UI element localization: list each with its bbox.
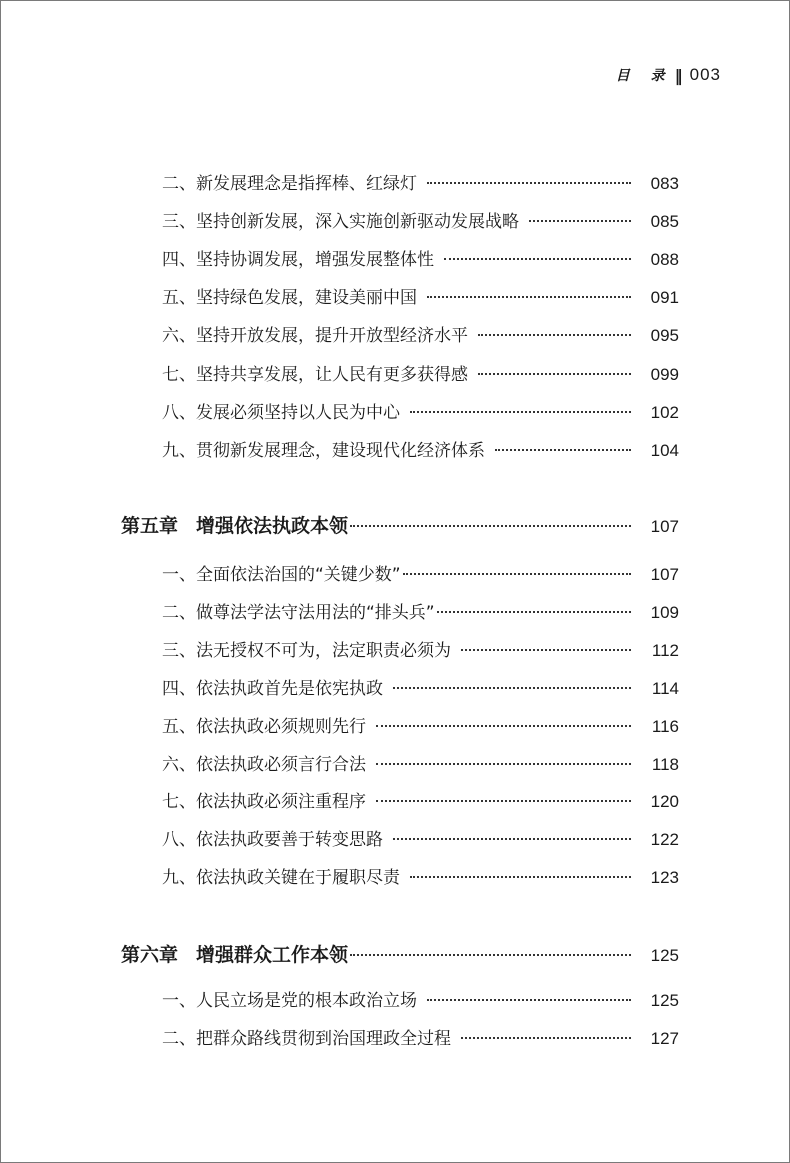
toc-entry-label: 七、坚持共享发展，让人民有更多获得感	[162, 365, 468, 385]
toc-entry[interactable]	[162, 787, 679, 815]
dot-leader	[529, 220, 631, 222]
dot-leader	[461, 649, 631, 651]
dot-leader	[427, 182, 631, 184]
toc-entry-label: 一、人民立场是党的根本政治立场	[162, 991, 417, 1011]
toc-entry-label: 三、法无授权不可为，法定职责必须为	[162, 641, 451, 661]
toc-entry[interactable]	[162, 712, 679, 740]
toc-entry-page: 107	[650, 565, 679, 584]
toc-entry-page: 116	[651, 717, 679, 736]
toc-entry-page: 125	[650, 946, 679, 965]
dot-leader	[495, 449, 631, 451]
dot-leader	[350, 525, 631, 527]
dot-leader	[376, 725, 631, 727]
toc-entry[interactable]	[162, 398, 679, 426]
dot-leader	[478, 373, 631, 375]
toc-chapter-6[interactable]	[121, 940, 679, 968]
toc-entry-label: 四、坚持协调发展，增强发展整体性	[162, 250, 434, 270]
toc-entry-page: 102	[650, 403, 679, 422]
toc-entry-page: 123	[650, 868, 679, 887]
toc-entry-label: 二、新发展理念是指挥棒、红绿灯	[162, 174, 417, 194]
toc-entry-page: 107	[650, 517, 679, 536]
header-separator: ‖	[674, 65, 684, 85]
toc-entry[interactable]	[162, 321, 679, 349]
toc-entry-page: 091	[650, 288, 679, 307]
toc-entry-label: 九、贯彻新发展理念，建设现代化经济体系	[162, 441, 485, 461]
dot-leader	[437, 611, 631, 613]
toc-entry[interactable]	[162, 636, 679, 664]
toc-entry-label: 五、坚持绿色发展，建设美丽中国	[162, 288, 417, 308]
dot-leader	[376, 763, 631, 765]
dot-leader	[403, 573, 631, 575]
dot-leader	[444, 258, 631, 260]
toc-entry-page: 088	[650, 250, 679, 269]
toc-entry-label: 六、依法执政必须言行合法	[162, 755, 366, 775]
toc-entry-label: 二、把群众路线贯彻到治国理政全过程	[162, 1029, 451, 1049]
toc-entry[interactable]	[162, 1024, 679, 1052]
toc-entry-label: 五、依法执政必须规则先行	[162, 717, 366, 737]
running-header	[616, 65, 721, 85]
toc-entry-page: 120	[650, 792, 679, 811]
toc-entry-label: 二、做尊法学法守法用法的“排头兵”	[162, 603, 435, 623]
dot-leader	[393, 687, 631, 689]
toc-entry-label: 八、发展必须坚持以人民为中心	[162, 403, 400, 423]
dot-leader	[478, 334, 631, 336]
toc-entry-page: 099	[650, 365, 679, 384]
toc-entry-page: 109	[650, 603, 679, 622]
toc-chapter-5[interactable]	[121, 511, 679, 539]
toc-entry[interactable]	[162, 674, 679, 702]
toc-entry[interactable]	[162, 825, 679, 853]
toc-entry[interactable]	[162, 598, 679, 626]
toc-entry-page: 085	[650, 212, 679, 231]
toc-entry-label: 八、依法执政要善于转变思路	[162, 830, 383, 850]
chapter-title: 增强群众工作本领	[196, 944, 349, 966]
toc-entry-label: 六、坚持开放发展，提升开放型经济水平	[162, 326, 468, 346]
dot-leader	[427, 999, 631, 1001]
toc-entry[interactable]	[162, 283, 679, 311]
chapter-title: 增强依法执政本领	[196, 515, 349, 537]
dot-leader	[410, 411, 631, 413]
toc-entry-page: 118	[651, 755, 679, 774]
toc-entry[interactable]	[162, 169, 679, 197]
dot-leader	[427, 296, 631, 298]
toc-entry-page: 114	[651, 679, 679, 698]
toc-entry-label: 四、依法执政首先是依宪执政	[162, 679, 383, 699]
chapter-number: 第五章	[121, 515, 179, 537]
toc-entry-label: 三、坚持创新发展，深入实施创新驱动发展战略	[162, 212, 519, 232]
toc-entry-label: 九、依法执政关键在于履职尽责	[162, 868, 400, 888]
toc-entry[interactable]	[162, 863, 679, 891]
dot-leader	[393, 838, 631, 840]
toc-entry[interactable]	[162, 560, 679, 588]
toc-entry-page: 083	[650, 174, 679, 193]
dot-leader	[376, 800, 631, 802]
toc-entry-page: 095	[650, 326, 679, 345]
toc-entry-page: 112	[651, 641, 679, 660]
header-page-number: 003	[689, 65, 721, 84]
dot-leader	[410, 876, 631, 878]
header-title: 目 录	[615, 68, 673, 84]
toc-entry-page: 122	[650, 830, 679, 849]
toc-entry[interactable]	[162, 436, 679, 464]
toc-entry[interactable]	[162, 207, 679, 235]
toc-entry[interactable]	[162, 986, 679, 1014]
toc-entry-page: 127	[650, 1029, 679, 1048]
toc-entry-label: 七、依法执政必须注重程序	[162, 792, 366, 812]
toc-entry[interactable]	[162, 360, 679, 388]
toc-entry-page: 125	[650, 991, 679, 1010]
dot-leader	[350, 954, 631, 956]
toc-entry[interactable]	[162, 750, 679, 778]
toc-entry[interactable]	[162, 245, 679, 273]
toc-entry-label: 一、全面依法治国的“关键少数”	[162, 565, 401, 585]
toc-entry-page: 104	[650, 441, 679, 460]
chapter-number: 第六章	[121, 944, 179, 966]
dot-leader	[461, 1037, 631, 1039]
